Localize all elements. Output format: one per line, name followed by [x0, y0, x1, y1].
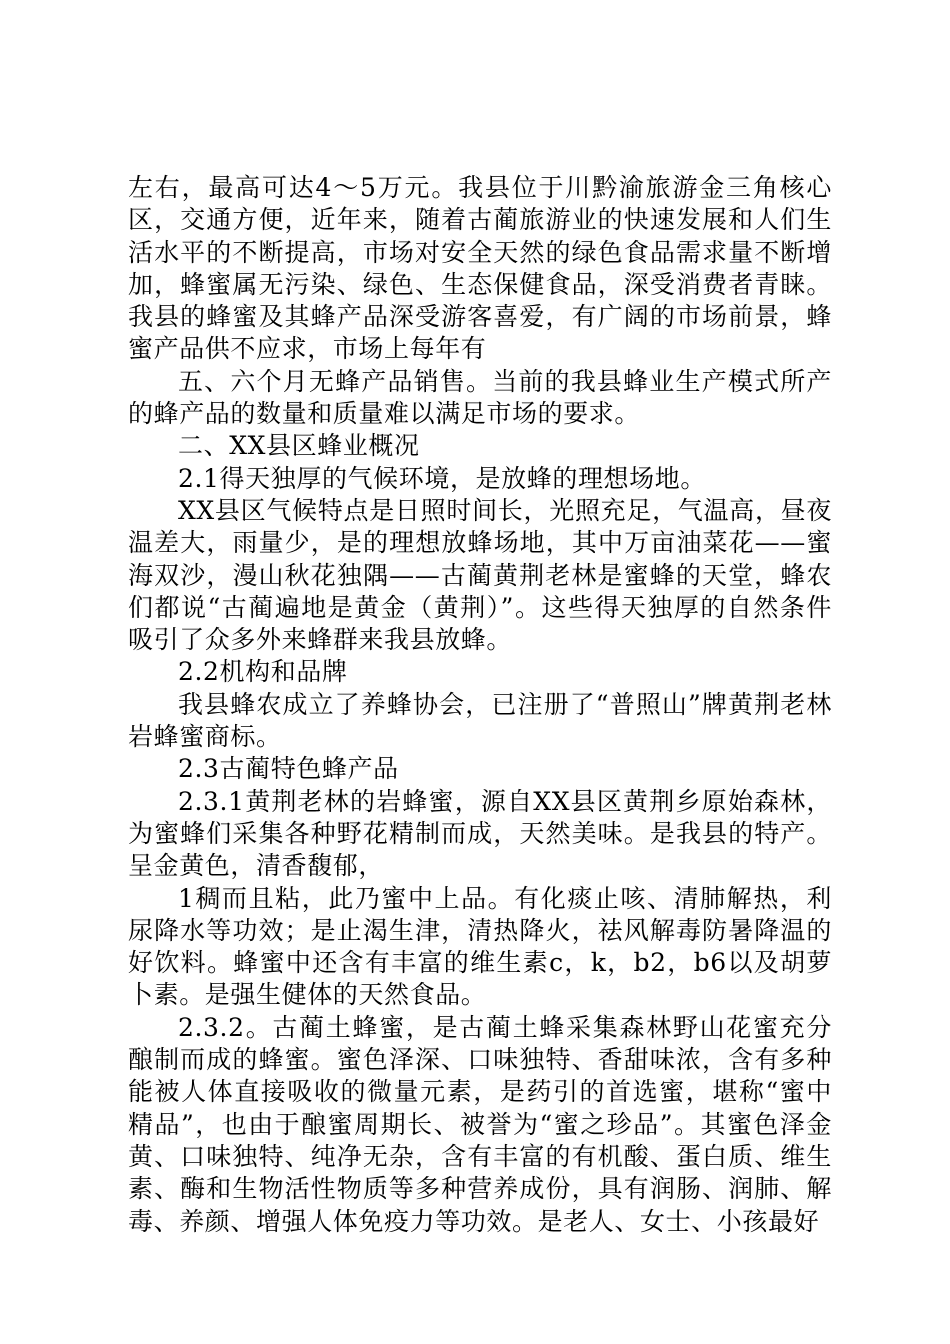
paragraph-rock-honey-benefits: 1稠而且粘，此乃蜜中上品。有化痰止咳、清肺解热，利尿降水等功效；是止渴生津，清热降火，祛风解毒防暑降温的好饮料。蜂蜜中还含有丰富的维生素c，k，b2，b6以及胡萝卜素。是强生健体的天然食品。: [128, 883, 832, 1010]
paragraph-brand: 我县蜂农成立了养蜂协会，已注册了“普照山”牌黄荆老林岩蜂蜜商标。: [128, 689, 832, 752]
heading-2-1: 2.1得天独厚的气候环境，是放蜂的理想场地。: [178, 463, 706, 493]
paragraph-market-overview: 左右，最高可达4～5万元。我县位于川黔渝旅游金三角核心区，交通方便，近年来，随着古蔺旅游业的快速发展和人们生活水平的不断提高，市场对安全天然的绿色食品需求量不断增加，蜂蜜属无污染、绿色、生态保健食品，深受消费者青睐。我县的蜂蜜及其蜂产品深受游客喜爱，有广阔的市场前景，蜂蜜产品供不应求，市场上每年有: [128, 173, 832, 364]
paragraph-2-3-2: 2.3.2。古蔺土蜂蜜，是古蔺土蜂采集森林野山花蜜充分酿制而成的蜂蜜。蜜色泽深、口味独特、香甜味浓，含有多种能被人体直接吸收的微量元素，是药引的首选蜜，堪称“蜜中精品”，也由于酿蜜周期长、被誉为“蜜之珍品”。其蜜色泽金黄、口味独特、纯净无杂，含有丰富的有机酸、蛋白质、维生素、酶和生物活性物质等多种营养成份，具有润肠、润肺、解毒、养颜、增强人体免疫力等功效。是老人、女士、小孩最好: [128, 1012, 832, 1236]
paragraph-climate: XX县区气候特点是日照时间长，光照充足，气温高，昼夜温差大，雨量少，是的理想放蜂场地，其中万亩油菜花——蜜海双沙，漫山秋花独隅——古蔺黄荆老林是蜜蜂的天堂，蜂农们都说“古蔺遍地是黄金（黄荆）”。这些得天独厚的自然条件吸引了众多外来蜂群来我县放蜂。: [128, 495, 832, 655]
document-body: [128, 172, 832, 1238]
paragraph-2-3-1: 2.3.1黄荆老林的岩蜂蜜，源自XX县区黄荆乡原始森林，为蜜蜂们采集各种野花精制而成，天然美味。是我县的特产。呈金黄色，清香馥郁，: [128, 786, 832, 881]
heading-section-two: 二、XX县区蜂业概况: [178, 431, 420, 461]
heading-2-3: 2.3古蔺特色蜂产品: [178, 754, 399, 784]
heading-2-2: 2.2机构和品牌: [178, 657, 348, 687]
paragraph-market-demand: 五、六个月无蜂产品销售。当前的我县蜂业生产模式所产的蜂产品的数量和质量难以满足市场的要求。: [128, 366, 832, 429]
